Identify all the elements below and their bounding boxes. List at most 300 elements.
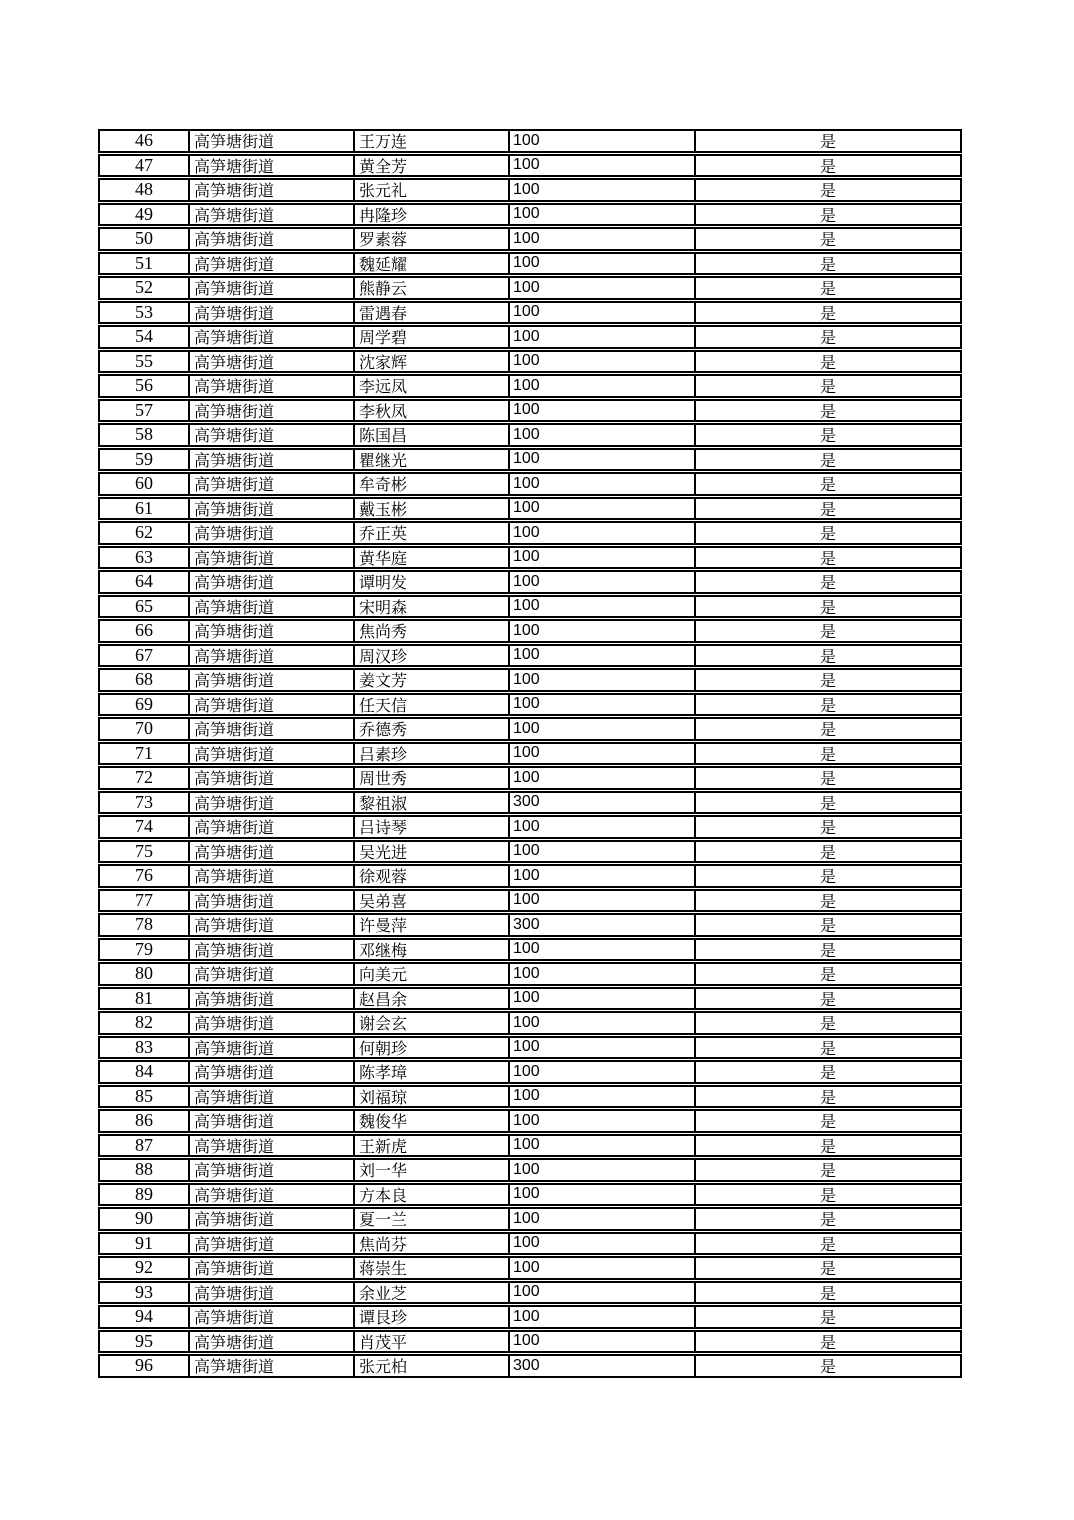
- table-row: [98, 766, 962, 790]
- cell-street: 高笋塘街道: [188, 278, 353, 298]
- cell-name: 张元礼: [353, 180, 508, 200]
- cell-name: 沈家辉: [353, 352, 508, 372]
- cell-index: 60: [135, 474, 153, 494]
- cell-confirmed: 是: [694, 817, 960, 837]
- cell-index: 82: [135, 1013, 153, 1033]
- table-row: [98, 154, 962, 178]
- cell-name: 肖茂平: [353, 1332, 508, 1352]
- table-row: [98, 301, 962, 325]
- cell-amount: 100: [508, 817, 694, 837]
- cell-name: 周学碧: [353, 327, 508, 347]
- cell-confirmed: 是: [694, 1258, 960, 1278]
- cell-name: 牟奇彬: [353, 474, 508, 494]
- cell-confirmed: 是: [694, 1283, 960, 1303]
- cell-confirmed: 是: [694, 1209, 960, 1229]
- table-row: [98, 423, 962, 447]
- table-row: [98, 350, 962, 374]
- cell-street: 高笋塘街道: [188, 670, 353, 690]
- cell-street: 高笋塘街道: [188, 989, 353, 1009]
- cell-name: 宋明森: [353, 597, 508, 617]
- cell-street: 高笋塘街道: [188, 842, 353, 862]
- cell-amount: 100: [508, 499, 694, 519]
- cell-street: 高笋塘街道: [188, 548, 353, 568]
- cell-confirmed: 是: [694, 376, 960, 396]
- cell-amount: 100: [508, 989, 694, 1009]
- cell-index: 93: [135, 1282, 153, 1302]
- cell-index: 64: [135, 572, 153, 592]
- cell-name: 黄全芳: [353, 156, 508, 176]
- cell-amount: 300: [508, 1356, 694, 1376]
- cell-index: 72: [135, 768, 153, 788]
- cell-index: 92: [135, 1258, 153, 1278]
- cell-index: 67: [135, 645, 153, 665]
- cell-name: 熊静云: [353, 278, 508, 298]
- cell-amount: 100: [508, 1160, 694, 1180]
- cell-name: 魏俊华: [353, 1111, 508, 1131]
- table-row: [98, 325, 962, 349]
- cell-confirmed: 是: [694, 646, 960, 666]
- cell-name: 夏一兰: [353, 1209, 508, 1229]
- table-row: [98, 1207, 962, 1231]
- cell-street: 高笋塘街道: [188, 1038, 353, 1058]
- cell-name: 吕素珍: [353, 744, 508, 764]
- cell-confirmed: 是: [694, 1038, 960, 1058]
- table-row: [98, 374, 962, 398]
- cell-confirmed: 是: [694, 523, 960, 543]
- table-row: [98, 1011, 962, 1035]
- cell-street: 高笋塘街道: [188, 1258, 353, 1278]
- cell-name: 黎祖淑: [353, 793, 508, 813]
- cell-index: 69: [135, 694, 153, 714]
- cell-confirmed: 是: [694, 695, 960, 715]
- cell-amount: 100: [508, 425, 694, 445]
- cell-index: 71: [135, 743, 153, 763]
- cell-confirmed: 是: [694, 180, 960, 200]
- cell-confirmed: 是: [694, 474, 960, 494]
- table-row: [98, 178, 962, 202]
- roster-table: [98, 129, 962, 1378]
- table-row: [98, 987, 962, 1011]
- table-row: [98, 1134, 962, 1158]
- cell-amount: 100: [508, 327, 694, 347]
- cell-confirmed: 是: [694, 401, 960, 421]
- cell-confirmed: 是: [694, 621, 960, 641]
- cell-confirmed: 是: [694, 499, 960, 519]
- cell-amount: 100: [508, 303, 694, 323]
- cell-amount: 100: [508, 940, 694, 960]
- table-row: [98, 962, 962, 986]
- cell-amount: 100: [508, 156, 694, 176]
- cell-name: 焦尚芬: [353, 1234, 508, 1254]
- cell-index: 66: [135, 621, 153, 641]
- cell-confirmed: 是: [694, 1013, 960, 1033]
- cell-amount: 100: [508, 548, 694, 568]
- cell-index: 76: [135, 866, 153, 886]
- cell-name: 王万连: [353, 131, 508, 151]
- table-row: [98, 938, 962, 962]
- table-row: [98, 864, 962, 888]
- table-row: [98, 1330, 962, 1354]
- cell-name: 黄华庭: [353, 548, 508, 568]
- cell-amount: 100: [508, 180, 694, 200]
- cell-name: 罗素蓉: [353, 229, 508, 249]
- cell-index: 48: [135, 180, 153, 200]
- cell-confirmed: 是: [694, 597, 960, 617]
- cell-amount: 100: [508, 695, 694, 715]
- cell-street: 高笋塘街道: [188, 523, 353, 543]
- cell-street: 高笋塘街道: [188, 254, 353, 274]
- table-row: [98, 570, 962, 594]
- cell-confirmed: 是: [694, 866, 960, 886]
- table-row: [98, 1256, 962, 1280]
- cell-amount: 100: [508, 719, 694, 739]
- cell-street: 高笋塘街道: [188, 964, 353, 984]
- cell-amount: 100: [508, 474, 694, 494]
- cell-amount: 100: [508, 866, 694, 886]
- cell-index: 46: [135, 131, 153, 151]
- table-row: [98, 1305, 962, 1329]
- cell-confirmed: 是: [694, 1111, 960, 1131]
- cell-amount: 100: [508, 1087, 694, 1107]
- table-row: [98, 276, 962, 300]
- cell-confirmed: 是: [694, 744, 960, 764]
- cell-index: 52: [135, 278, 153, 298]
- cell-confirmed: 是: [694, 989, 960, 1009]
- cell-name: 陈孝璋: [353, 1062, 508, 1082]
- cell-street: 高笋塘街道: [188, 1307, 353, 1327]
- cell-amount: 100: [508, 278, 694, 298]
- cell-confirmed: 是: [694, 303, 960, 323]
- cell-street: 高笋塘街道: [188, 1062, 353, 1082]
- cell-name: 余业芝: [353, 1283, 508, 1303]
- cell-amount: 100: [508, 352, 694, 372]
- table-row: [98, 742, 962, 766]
- table-row: [98, 1232, 962, 1256]
- cell-amount: 100: [508, 1234, 694, 1254]
- cell-street: 高笋塘街道: [188, 1136, 353, 1156]
- table-row: [98, 1060, 962, 1084]
- cell-street: 高笋塘街道: [188, 499, 353, 519]
- cell-amount: 100: [508, 1111, 694, 1131]
- cell-confirmed: 是: [694, 915, 960, 935]
- cell-street: 高笋塘街道: [188, 1332, 353, 1352]
- cell-street: 高笋塘街道: [188, 205, 353, 225]
- cell-index: 62: [135, 523, 153, 543]
- table-row: [98, 1281, 962, 1305]
- cell-street: 高笋塘街道: [188, 156, 353, 176]
- cell-index: 54: [135, 327, 153, 347]
- cell-name: 吴弟喜: [353, 891, 508, 911]
- cell-confirmed: 是: [694, 327, 960, 347]
- cell-amount: 100: [508, 891, 694, 911]
- cell-index: 84: [135, 1062, 153, 1082]
- cell-street: 高笋塘街道: [188, 891, 353, 911]
- cell-confirmed: 是: [694, 572, 960, 592]
- cell-amount: 100: [508, 1185, 694, 1205]
- cell-confirmed: 是: [694, 205, 960, 225]
- cell-name: 徐观蓉: [353, 866, 508, 886]
- cell-index: 56: [135, 376, 153, 396]
- cell-amount: 100: [508, 254, 694, 274]
- cell-confirmed: 是: [694, 670, 960, 690]
- cell-confirmed: 是: [694, 891, 960, 911]
- cell-street: 高笋塘街道: [188, 866, 353, 886]
- table-row: [98, 889, 962, 913]
- cell-name: 张元柏: [353, 1356, 508, 1376]
- cell-confirmed: 是: [694, 1185, 960, 1205]
- cell-confirmed: 是: [694, 352, 960, 372]
- cell-amount: 100: [508, 1136, 694, 1156]
- cell-name: 邓继梅: [353, 940, 508, 960]
- cell-confirmed: 是: [694, 425, 960, 445]
- cell-street: 高笋塘街道: [188, 695, 353, 715]
- cell-index: 86: [135, 1111, 153, 1131]
- cell-street: 高笋塘街道: [188, 1160, 353, 1180]
- cell-amount: 100: [508, 131, 694, 151]
- cell-street: 高笋塘街道: [188, 450, 353, 470]
- cell-street: 高笋塘街道: [188, 1356, 353, 1376]
- cell-amount: 100: [508, 450, 694, 470]
- table-row: [98, 1109, 962, 1133]
- cell-confirmed: 是: [694, 254, 960, 274]
- cell-amount: 100: [508, 1283, 694, 1303]
- table-row: [98, 497, 962, 521]
- cell-street: 高笋塘街道: [188, 1111, 353, 1131]
- cell-name: 刘福琼: [353, 1087, 508, 1107]
- cell-index: 59: [135, 449, 153, 469]
- cell-street: 高笋塘街道: [188, 817, 353, 837]
- cell-confirmed: 是: [694, 1136, 960, 1156]
- cell-name: 吴光进: [353, 842, 508, 862]
- cell-street: 高笋塘街道: [188, 940, 353, 960]
- cell-amount: 100: [508, 842, 694, 862]
- cell-name: 乔正英: [353, 523, 508, 543]
- cell-name: 方本良: [353, 1185, 508, 1205]
- cell-index: 58: [135, 425, 153, 445]
- cell-index: 74: [135, 817, 153, 837]
- cell-street: 高笋塘街道: [188, 303, 353, 323]
- cell-street: 高笋塘街道: [188, 572, 353, 592]
- cell-confirmed: 是: [694, 229, 960, 249]
- table-row: [98, 595, 962, 619]
- cell-index: 78: [135, 915, 153, 935]
- cell-name: 吕诗琴: [353, 817, 508, 837]
- cell-confirmed: 是: [694, 940, 960, 960]
- table-row: [98, 717, 962, 741]
- cell-amount: 100: [508, 1307, 694, 1327]
- cell-confirmed: 是: [694, 719, 960, 739]
- table-row: [98, 472, 962, 496]
- table-row: [98, 1354, 962, 1378]
- cell-index: 80: [135, 964, 153, 984]
- cell-index: 94: [135, 1307, 153, 1327]
- table-row: [98, 399, 962, 423]
- cell-confirmed: 是: [694, 1307, 960, 1327]
- cell-amount: 100: [508, 768, 694, 788]
- table-row: [98, 668, 962, 692]
- cell-amount: 100: [508, 621, 694, 641]
- cell-confirmed: 是: [694, 964, 960, 984]
- cell-amount: 100: [508, 1062, 694, 1082]
- table-row: [98, 913, 962, 937]
- cell-name: 姜文芳: [353, 670, 508, 690]
- table-row: [98, 521, 962, 545]
- cell-street: 高笋塘街道: [188, 744, 353, 764]
- cell-index: 70: [135, 719, 153, 739]
- cell-name: 陈国昌: [353, 425, 508, 445]
- table-row: [98, 129, 962, 153]
- cell-confirmed: 是: [694, 768, 960, 788]
- cell-name: 王新虎: [353, 1136, 508, 1156]
- cell-confirmed: 是: [694, 793, 960, 813]
- cell-street: 高笋塘街道: [188, 131, 353, 151]
- cell-amount: 300: [508, 793, 694, 813]
- cell-street: 高笋塘街道: [188, 425, 353, 445]
- cell-index: 89: [135, 1184, 153, 1204]
- table-row: [98, 546, 962, 570]
- cell-name: 向美元: [353, 964, 508, 984]
- cell-amount: 100: [508, 376, 694, 396]
- cell-name: 谭明发: [353, 572, 508, 592]
- cell-name: 瞿继光: [353, 450, 508, 470]
- cell-name: 何朝珍: [353, 1038, 508, 1058]
- cell-name: 李秋凤: [353, 401, 508, 421]
- cell-confirmed: 是: [694, 548, 960, 568]
- cell-confirmed: 是: [694, 1087, 960, 1107]
- cell-index: 83: [135, 1037, 153, 1057]
- cell-amount: 100: [508, 205, 694, 225]
- cell-street: 高笋塘街道: [188, 1234, 353, 1254]
- cell-street: 高笋塘街道: [188, 352, 353, 372]
- table-row: [98, 252, 962, 276]
- cell-index: 81: [135, 988, 153, 1008]
- cell-name: 戴玉彬: [353, 499, 508, 519]
- cell-street: 高笋塘街道: [188, 719, 353, 739]
- cell-confirmed: 是: [694, 450, 960, 470]
- cell-name: 乔德秀: [353, 719, 508, 739]
- cell-confirmed: 是: [694, 1234, 960, 1254]
- cell-amount: 100: [508, 1209, 694, 1229]
- cell-street: 高笋塘街道: [188, 768, 353, 788]
- cell-index: 79: [135, 939, 153, 959]
- cell-name: 冉隆珍: [353, 205, 508, 225]
- cell-amount: 100: [508, 1038, 694, 1058]
- cell-index: 85: [135, 1086, 153, 1106]
- cell-index: 88: [135, 1160, 153, 1180]
- cell-amount: 100: [508, 229, 694, 249]
- cell-index: 65: [135, 596, 153, 616]
- cell-street: 高笋塘街道: [188, 915, 353, 935]
- cell-amount: 100: [508, 523, 694, 543]
- cell-index: 53: [135, 302, 153, 322]
- cell-amount: 100: [508, 597, 694, 617]
- table-row: [98, 693, 962, 717]
- cell-index: 91: [135, 1233, 153, 1253]
- cell-street: 高笋塘街道: [188, 376, 353, 396]
- cell-confirmed: 是: [694, 278, 960, 298]
- table-row: [98, 1158, 962, 1182]
- cell-amount: 100: [508, 670, 694, 690]
- cell-index: 50: [135, 229, 153, 249]
- cell-street: 高笋塘街道: [188, 793, 353, 813]
- cell-index: 51: [135, 253, 153, 273]
- cell-index: 61: [135, 498, 153, 518]
- cell-index: 55: [135, 351, 153, 371]
- cell-street: 高笋塘街道: [188, 621, 353, 641]
- table-row: [98, 448, 962, 472]
- cell-name: 焦尚秀: [353, 621, 508, 641]
- cell-street: 高笋塘街道: [188, 646, 353, 666]
- cell-name: 蒋崇生: [353, 1258, 508, 1278]
- cell-index: 95: [135, 1331, 153, 1351]
- cell-index: 77: [135, 890, 153, 910]
- cell-index: 75: [135, 841, 153, 861]
- cell-confirmed: 是: [694, 1160, 960, 1180]
- cell-confirmed: 是: [694, 1356, 960, 1376]
- cell-name: 周汉珍: [353, 646, 508, 666]
- cell-name: 李远凤: [353, 376, 508, 396]
- cell-index: 47: [135, 155, 153, 175]
- cell-amount: 100: [508, 401, 694, 421]
- cell-confirmed: 是: [694, 1332, 960, 1352]
- cell-amount: 100: [508, 744, 694, 764]
- table-row: [98, 644, 962, 668]
- cell-amount: 100: [508, 646, 694, 666]
- cell-name: 谭艮珍: [353, 1307, 508, 1327]
- table-row: [98, 619, 962, 643]
- cell-index: 87: [135, 1135, 153, 1155]
- cell-index: 73: [135, 792, 153, 812]
- table-row: [98, 1085, 962, 1109]
- cell-street: 高笋塘街道: [188, 327, 353, 347]
- cell-index: 90: [135, 1209, 153, 1229]
- cell-street: 高笋塘街道: [188, 474, 353, 494]
- cell-name: 魏延耀: [353, 254, 508, 274]
- cell-index: 63: [135, 547, 153, 567]
- cell-street: 高笋塘街道: [188, 1185, 353, 1205]
- cell-amount: 100: [508, 964, 694, 984]
- table-row: [98, 791, 962, 815]
- cell-street: 高笋塘街道: [188, 229, 353, 249]
- cell-name: 周世秀: [353, 768, 508, 788]
- table-row: [98, 815, 962, 839]
- cell-index: 96: [135, 1356, 153, 1376]
- cell-name: 任天信: [353, 695, 508, 715]
- cell-street: 高笋塘街道: [188, 1087, 353, 1107]
- cell-confirmed: 是: [694, 1062, 960, 1082]
- table-row: [98, 840, 962, 864]
- table-row: [98, 203, 962, 227]
- cell-name: 刘一华: [353, 1160, 508, 1180]
- cell-confirmed: 是: [694, 156, 960, 176]
- table-row: [98, 227, 962, 251]
- cell-street: 高笋塘街道: [188, 1209, 353, 1229]
- table-row: [98, 1183, 962, 1207]
- cell-index: 57: [135, 400, 153, 420]
- cell-street: 高笋塘街道: [188, 401, 353, 421]
- cell-index: 68: [135, 670, 153, 690]
- cell-street: 高笋塘街道: [188, 180, 353, 200]
- cell-amount: 100: [508, 1013, 694, 1033]
- cell-index: 49: [135, 204, 153, 224]
- cell-name: 雷遇春: [353, 303, 508, 323]
- cell-street: 高笋塘街道: [188, 1013, 353, 1033]
- cell-amount: 300: [508, 915, 694, 935]
- cell-amount: 100: [508, 1332, 694, 1352]
- cell-name: 许曼萍: [353, 915, 508, 935]
- cell-street: 高笋塘街道: [188, 1283, 353, 1303]
- table-row: [98, 1036, 962, 1060]
